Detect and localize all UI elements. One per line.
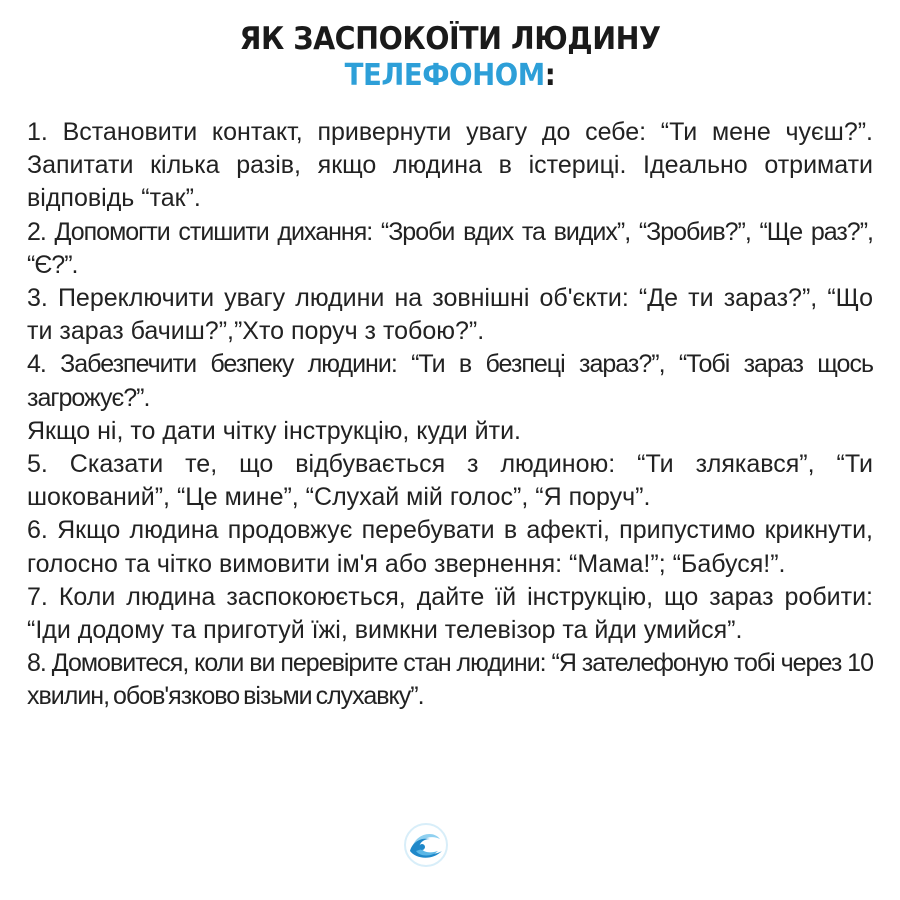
paragraph-step-2: 2. Допомогти стишити дихання: “Зроби вдих та видих”, “Зробив?”, “Ще раз?”, “Є?”. [27, 217, 873, 279]
paragraph-step-8: 8. Домовитеся, коли ви перевірите стан людини: “Я зателефоную тобі через 10 хвилин, обов'язково візьми слухавку”. [27, 649, 873, 711]
title-line-2 [36, 58, 864, 94]
paragraph-step-6: 6. Якщо людина продовжує перебувати в афекті, припустимо крикнути, голосно та чітко вимовити ім'я або звернення: “Мама!”; “Бабуся!”. [27, 516, 873, 578]
paragraph-step-5: 5. Сказати те, що відбувається з людиною: “Ти злякався”, “Ти шокований”, “Це мине”, “Слухай мій голос”, “Я поруч”. [27, 450, 873, 512]
paragraph-step-1: 1. Встановити контакт, привернути увагу до себе: “Ти мене чуєш?”. Запитати кілька разів, якщо людина в істериці. Ідеально отримати відповідь “так”. [27, 118, 873, 213]
paragraph-step-3: 3. Переключити увагу людини на зовнішні об'єкти: “Де ти зараз?”, “Що ти зараз бачиш?”,”Хто поруч з тобою?”. [27, 284, 873, 346]
page-title [0, 20, 900, 94]
title-colon: : [544, 58, 556, 93]
title-accent-word: ТЕЛЕФОНОМ [344, 58, 545, 93]
title-line-1: ЯК ЗАСПОКОЇТИ ЛЮДИНУ [239, 21, 661, 57]
paragraph-step-4: 4. Забезпечити безпеку людини: “Ти в безпеці зараз?”, “Тобі зараз щось загрожує?”. [27, 350, 873, 412]
paragraph-step-4-note: Якщо ні, то дати чітку інструкцію, куди йти. [27, 416, 521, 445]
paragraph-step-7: 7. Коли людина заспокоюється, дайте їй інструкцію, що зараз робити: “Іди додому та приготуй їжі, вимкни телевізор та йди умийся”. [27, 582, 873, 645]
wave-logo-icon [402, 821, 450, 869]
instructions-body [27, 116, 873, 714]
